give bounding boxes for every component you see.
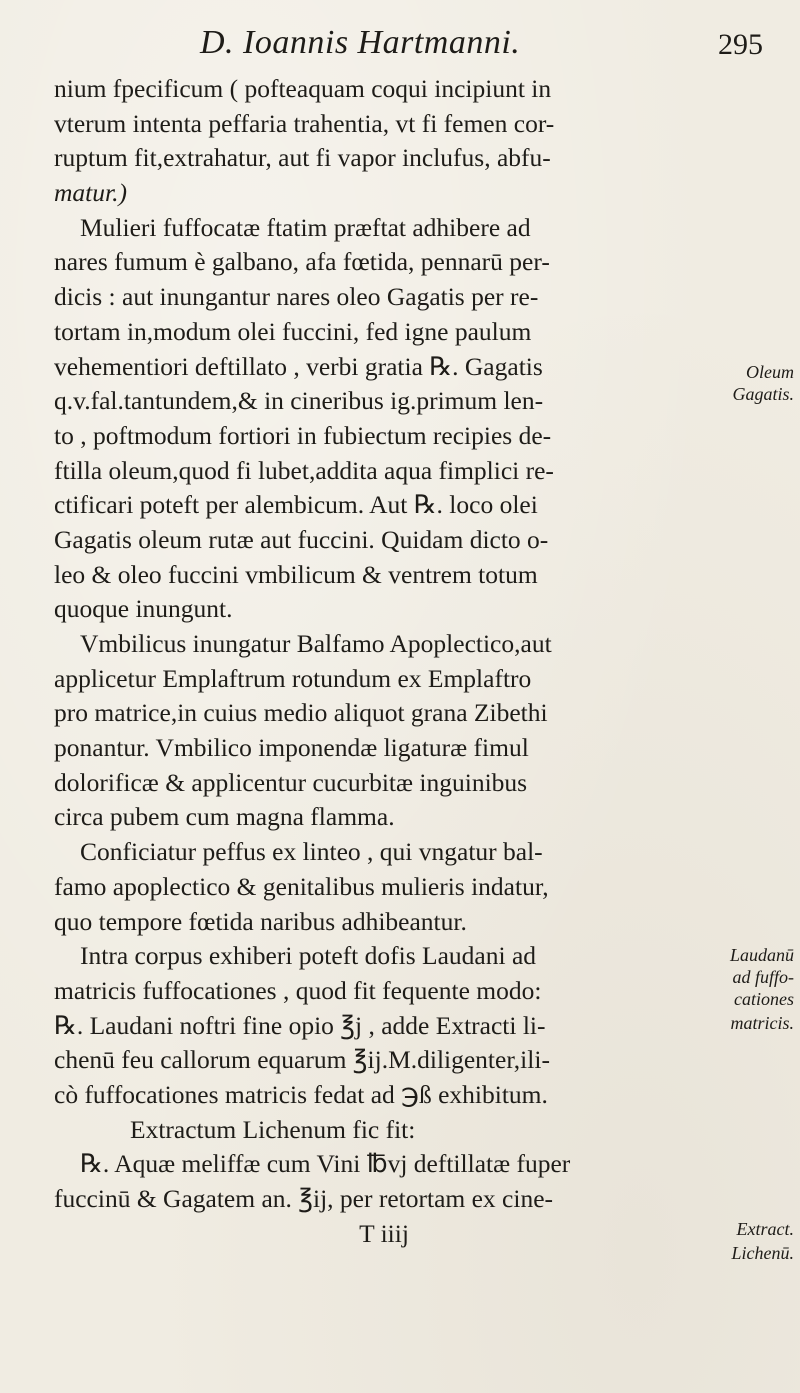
text-line: dicis : aut inungantur nares oleo Gagatis per re- — [54, 282, 539, 312]
text-line: ctificari poteft per alembicum. Aut ℞. loco olei — [54, 490, 538, 520]
text-line: vterum intenta peffaria trahentia, vt fi femen cor- — [54, 108, 555, 138]
paragraph-start-line: ℞. Aquæ meliffæ cum Vini ℔vj deftillatæ fuper — [80, 1149, 571, 1179]
margin-note-oleum: Oleum — [746, 362, 794, 382]
text-line: q.v.fal.tantundem,& in cineribus ig.primum len- — [54, 386, 544, 416]
text-line: matricis fuffocationes , quod fit fequente modo: — [54, 975, 542, 1005]
text-line: circa pubem cum magna flamma. — [54, 802, 395, 832]
text-line: applicetur Emplaftrum rotundum ex Emplaftro — [54, 663, 532, 693]
text-line: quoque inungunt. — [54, 594, 233, 624]
margin-note-extract: Extract. — [736, 1219, 794, 1239]
text-line: famo apoplectico & genitalibus mulieris indatur, — [54, 871, 549, 901]
margin-note-matricis: matricis. — [730, 1013, 794, 1033]
paragraph-start-line: Mulieri fuffocatæ ftatim præftat adhibere ad — [80, 212, 531, 242]
section-heading: Extractum Lichenum fic fit: — [130, 1114, 416, 1144]
text-line: to , poftmodum fortiori in fubiectum recipies de- — [54, 420, 552, 450]
text-line: tortam in,modum olei fuccini, fed igne paulum — [54, 316, 532, 346]
text-line: matur.) — [54, 178, 127, 208]
text-line: ℞. Laudani noftri fine opio ℥j , adde Extracti li- — [54, 1010, 546, 1040]
paragraph-start-line: Intra corpus exhiberi poteft dofis Laudani ad — [80, 941, 537, 971]
text-line: fuccinū & Gagatem an. ℥ij, per retortam ex cine- — [54, 1184, 554, 1213]
text-line: vehementiori deftillato , verbi gratia ℞. Gagatis — [54, 351, 543, 381]
page-number: 295 — [718, 28, 763, 61]
text-line: dolorificæ & applicentur cucurbitæ inguinibus — [54, 767, 528, 797]
paragraph-start-line: Conficiatur peffus ex linteo , qui vngatur bal- — [80, 837, 543, 867]
paragraph-start-line: Vmbilicus inungatur Balfamo Apoplectico,aut — [80, 629, 552, 658]
running-head: D. Ioannis Hartmanni. — [200, 24, 521, 61]
signature-mark: T iiij — [359, 1218, 409, 1248]
text-line: leo & oleo fuccini vmbilicum & ventrem totum — [54, 559, 538, 589]
text-line: pro matrice,in cuius medio aliquot grana Zibethi — [54, 698, 548, 728]
text-line: nares fumum è galbano, afa fœtida, pennarū per- — [54, 247, 550, 277]
margin-note-laudanum: Laudanū — [729, 945, 794, 965]
margin-note-cationes: cationes — [734, 989, 794, 1009]
text-line: ponantur. Vmbilico imponendæ ligaturæ fimul — [54, 733, 529, 763]
text-line: Gagatis oleum rutæ aut fuccini. Quidam dicto o- — [54, 524, 549, 554]
text-line: quo tempore fœtida naribus adhibeantur. — [54, 906, 467, 936]
text-line: ruptum fit,extrahatur, aut fi vapor inclufus, abfu- — [54, 143, 551, 173]
page-header — [0, 18, 800, 62]
text-line: nium fpecificum ( pofteaquam coqui incipiunt in — [54, 74, 552, 103]
margin-note-lichenu: Lichenū. — [731, 1243, 794, 1263]
margin-note-gagatis: Gagatis. — [732, 384, 794, 404]
text-line: ftilla oleum,quod fi lubet,addita aqua fimplici re- — [54, 455, 554, 485]
margin-note-ad-suffo: ad fuffo- — [732, 967, 794, 987]
body-text — [54, 72, 714, 1251]
text-line: chenū feu callorum equarum ℥ij.M.diligenter,ili- — [54, 1045, 550, 1075]
text-line: cò fuffocationes matricis fedat ad ℈ß exhibitum. — [54, 1079, 548, 1109]
